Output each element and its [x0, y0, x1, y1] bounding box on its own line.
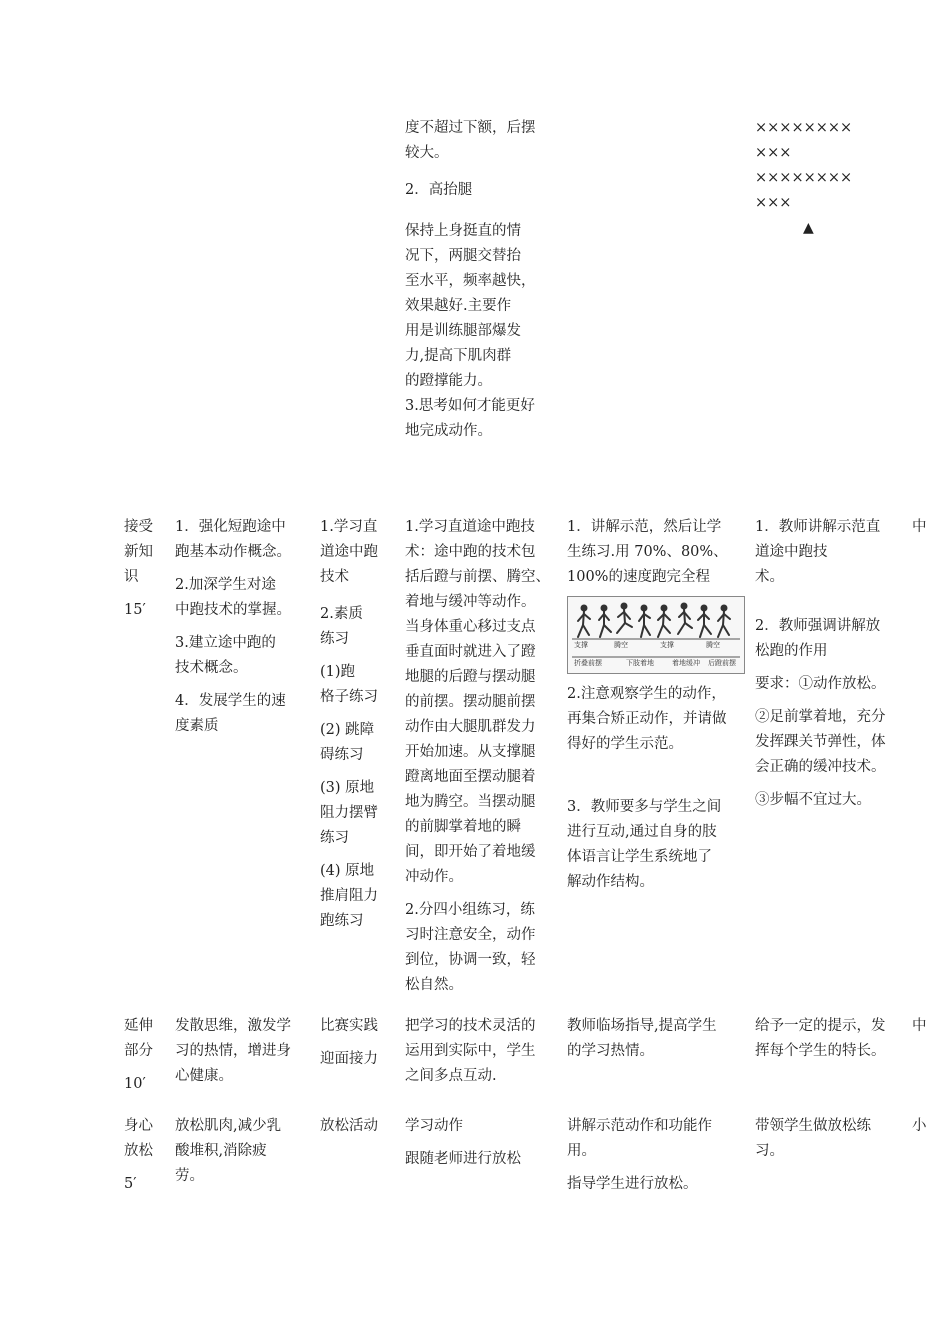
row1-student [405, 515, 560, 998]
teacher-marker-icon: ▲ [803, 220, 814, 236]
student-item: 学习动作 [405, 1118, 463, 1134]
row3-content [320, 1114, 398, 1139]
goal-item: 放松肌肉,减少乳 酸堆积,消除疲 劳。 [175, 1118, 282, 1184]
runner-icon [658, 606, 670, 638]
teacher-item: 2.注意观察学生的动作， 再集合矫正动作，并请做 得好的学生示范。 [567, 686, 727, 752]
row2-requirements [755, 1014, 900, 1064]
goal-item: 2.加深学生对途 中跑技术的掌握。 [175, 577, 291, 618]
student-item: 把学习的技术灵活的 运用到实际中，学生 之间多点互动. [405, 1018, 536, 1084]
teacher-item: 讲解示范动作和功能作 用。 [567, 1118, 712, 1159]
content-item: 2.素质 练习 [320, 606, 363, 647]
goal-item: 3.建立途中跑的 技术概念。 [175, 635, 276, 676]
think-text: 3.思考如何才能更好 地完成动作。 [405, 398, 535, 439]
figure-label: 折叠前摆 [574, 659, 602, 667]
row3-requirements [755, 1114, 900, 1164]
part-label: 接受 新知 识 [124, 519, 153, 585]
high-knee-title: 2．高抬腿 [405, 182, 473, 198]
figure-label: 下肢着地 [626, 659, 654, 667]
student-item: 跟随老师进行放松 [405, 1151, 521, 1167]
figure-label: 支撑 [660, 641, 674, 649]
figure-label: 腾空 [614, 641, 628, 649]
teacher-item: 指导学生进行放松。 [567, 1176, 698, 1192]
part-label: 身心 放松 [124, 1118, 153, 1159]
part-time: 10′ [124, 1076, 146, 1092]
content-item: (1)跑 格子练习 [320, 664, 378, 705]
formation-diagram [755, 116, 895, 241]
requirement-item: 2．教师强调讲解放 松跑的作用 [755, 618, 881, 659]
row3-intensity [912, 1114, 936, 1139]
goal-item: 发散思维，激发学 习的热情，增进身 心健康。 [175, 1018, 291, 1084]
row1-requirements [755, 515, 900, 813]
content-item: 1.学习直 道途中跑 技术 [320, 519, 378, 585]
content-item: (4) 原地 推肩阻力 跑练习 [320, 863, 378, 929]
content-item: 放松活动 [320, 1118, 378, 1134]
formation-row-1: ×××××××× ××× [755, 120, 853, 161]
row2-teacher [567, 1014, 747, 1064]
intensity-value: 小 [912, 1118, 927, 1134]
teacher-item: 教师临场指导,提高学生 的学习热情。 [567, 1018, 717, 1059]
part-label: 延伸 部分 [124, 1018, 153, 1059]
content-item: (3) 原地 阻力摆臂 练习 [320, 780, 378, 846]
requirement-item: 带领学生做放松练 习。 [755, 1118, 871, 1159]
requirement-item: ②足前掌着地，充分 发挥踝关节弹性，体 会正确的缓冲技术。 [755, 709, 886, 775]
row2-student [405, 1014, 560, 1089]
formation-row-2: ×××××××× ××× [755, 170, 853, 211]
intensity-value: 中 [912, 519, 927, 535]
requirement-item: 要求：①动作放松。 [755, 676, 886, 692]
row3-goals [175, 1114, 310, 1189]
goal-item: 1．强化短跑途中 跑基本动作概念。 [175, 519, 291, 560]
figure-label: 支撑 [574, 641, 588, 649]
top-student-column [405, 116, 555, 444]
requirement-item: 1．教师讲解示范直 道途中跑技 术。 [755, 519, 881, 585]
row3-student [405, 1114, 560, 1172]
student-item: 2.分四小组练习，练 习时注意安全，动作 到位，协调一致，轻 松自然。 [405, 902, 536, 993]
figure-label: 着地缓冲 [672, 659, 700, 667]
running-sequence-figure [567, 596, 745, 674]
content-item: 比赛实践 [320, 1018, 378, 1034]
figure-label: 后蹬前摆 [708, 659, 736, 667]
part-time: 15′ [124, 602, 146, 618]
student-item: 1.学习直道途中跑技 术：途中跑的技术包 括后蹬与前摆、腾空、 着地与缓冲等动作。 当身体重心移过支点 垂直面时就进入了蹬 地腿的后蹬与摆动腿 的前摆。摆动腿前摆 动作由大腿肌群发力 开始加速。从支撑腿 蹬离地面至摆动腿着 地为腾空。当摆动腿 的前脚掌着地的瞬 间，即开始了着地缓 冲动作。 [405, 519, 550, 885]
row3-part [124, 1114, 164, 1197]
teacher-item: 3．教师要多与学生之间 进行互动,通过自身的肢 体语言让学生系统地了 解动作结构。 [567, 799, 722, 890]
runner-icon [678, 604, 692, 635]
row1-content [320, 515, 398, 934]
high-knee-prev-text: 度不超过下额，后摆 较大。 [405, 120, 536, 161]
runner-icon [639, 606, 650, 638]
row2-content [320, 1014, 398, 1072]
requirement-item: 给予一定的提示，发 挥每个学生的特长。 [755, 1018, 886, 1059]
content-item: 迎面接力 [320, 1051, 378, 1067]
part-time: 5′ [124, 1176, 137, 1192]
runner-icon [718, 606, 730, 638]
intensity-value: 中 [912, 1018, 927, 1034]
runner-icon [578, 606, 590, 638]
row2-part [124, 1014, 164, 1097]
row2-intensity [912, 1014, 936, 1039]
figure-label: 腾空 [706, 641, 720, 649]
content-item: (2) 跳障 碍练习 [320, 722, 375, 763]
teacher-item: 1．讲解示范，然后让学 生练习.用 70%、80%、 100%的速度跑完全程 [567, 519, 728, 585]
goal-item: 4．发展学生的速 度素质 [175, 693, 286, 734]
row1-goals [175, 515, 310, 739]
row1-part [124, 515, 164, 623]
high-knee-text: 保持上身挺直的情 况下，两腿交替抬 至水平，频率越快， 效果越好.主要作 用是训练腿部爆发 力,提高下肌肉群 的蹬撑能力。 [405, 223, 536, 389]
row3-teacher [567, 1114, 747, 1197]
runner-icon [698, 606, 711, 638]
requirement-item: ③步幅不宜过大。 [755, 792, 871, 808]
row2-goals [175, 1014, 310, 1089]
row1-teacher [567, 515, 747, 895]
runner-icon [599, 606, 611, 638]
row1-intensity [912, 515, 936, 540]
runner-icon [617, 604, 632, 634]
